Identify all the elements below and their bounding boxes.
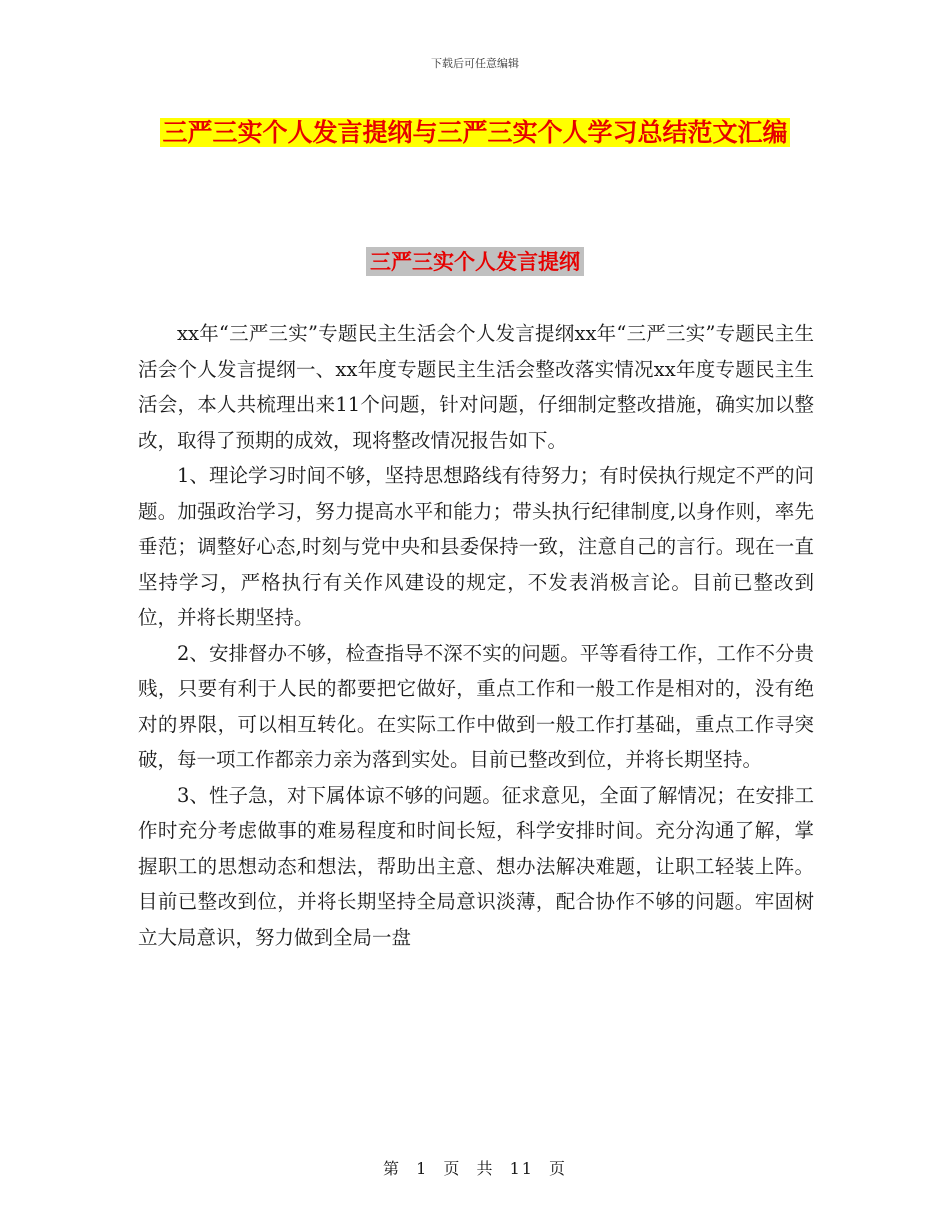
footer-total-pages: 11 — [509, 1159, 534, 1178]
document-title — [130, 112, 820, 154]
page-footer — [0, 1156, 950, 1179]
document-title-text: 三严三实个人发言提纲与三严三实个人学习总结范文汇编 — [162, 118, 788, 147]
paragraph-intro: xx年“三严三实”专题民主生活会个人发言提纲xx年“三严三实”专题民主生活会个人发言提纲一、xx年度专题民主生活会整改落实情况xx年度专题民主生活会，本人共梳理出来11个问题，针对问题，仔细制定整改措施，确实加以整改，取得了预期的成效，现将整改情况报告如下。 — [138, 322, 814, 452]
document-body — [138, 316, 814, 955]
footer-label-page: 第 — [382, 1159, 401, 1178]
footer-label-total: 共 — [476, 1159, 495, 1178]
footer-label-end: 页 — [549, 1159, 568, 1178]
section-title-text: 三严三实个人发言提纲 — [366, 247, 584, 276]
paragraph-item-2: 2、安排督办不够，检查指导不深不实的问题。平等看待工作，工作不分贵贱，只要有利于人民的都要把它做好，重点工作和一般工作是相对的，没有绝对的界限，可以相互转化。在实际工作中做到一般工作打基础，重点工作寻突破，每一项工作都亲力亲为落到实处。目前已整改到位，并将长期坚持。 — [138, 641, 814, 771]
header-note: 下载后可任意编辑 — [431, 57, 519, 70]
footer-label-of: 页 — [443, 1159, 462, 1178]
paragraph-item-3: 3、性子急，对下属体谅不够的问题。征求意见，全面了解情况；在安排工作时充分考虑做事的难易程度和时间长短，科学安排时间。充分沟通了解，掌握职工的思想动态和想法，帮助出主意、想办法解决难题，让职工轻装上阵。目前已整改到位，并将长期坚持全局意识淡薄，配合协作不够的问题。牢固树立大局意识，努力做到全局一盘 — [138, 783, 814, 949]
paragraph-item-1: 1、理论学习时间不够，坚持思想路线有待努力；有时侯执行规定不严的问题。加强政治学习，努力提高水平和能力；带头执行纪律制度,以身作则，率先垂范；调整好心态,时刻与党中央和县委保持一致，注意自己的言行。现在一直坚持学习，严格执行有关作风建设的规定，不发表消极言论。目前已整改到位，并将长期坚持。 — [138, 464, 814, 629]
footer-current-page: 1 — [416, 1159, 429, 1178]
section-title — [0, 246, 950, 276]
